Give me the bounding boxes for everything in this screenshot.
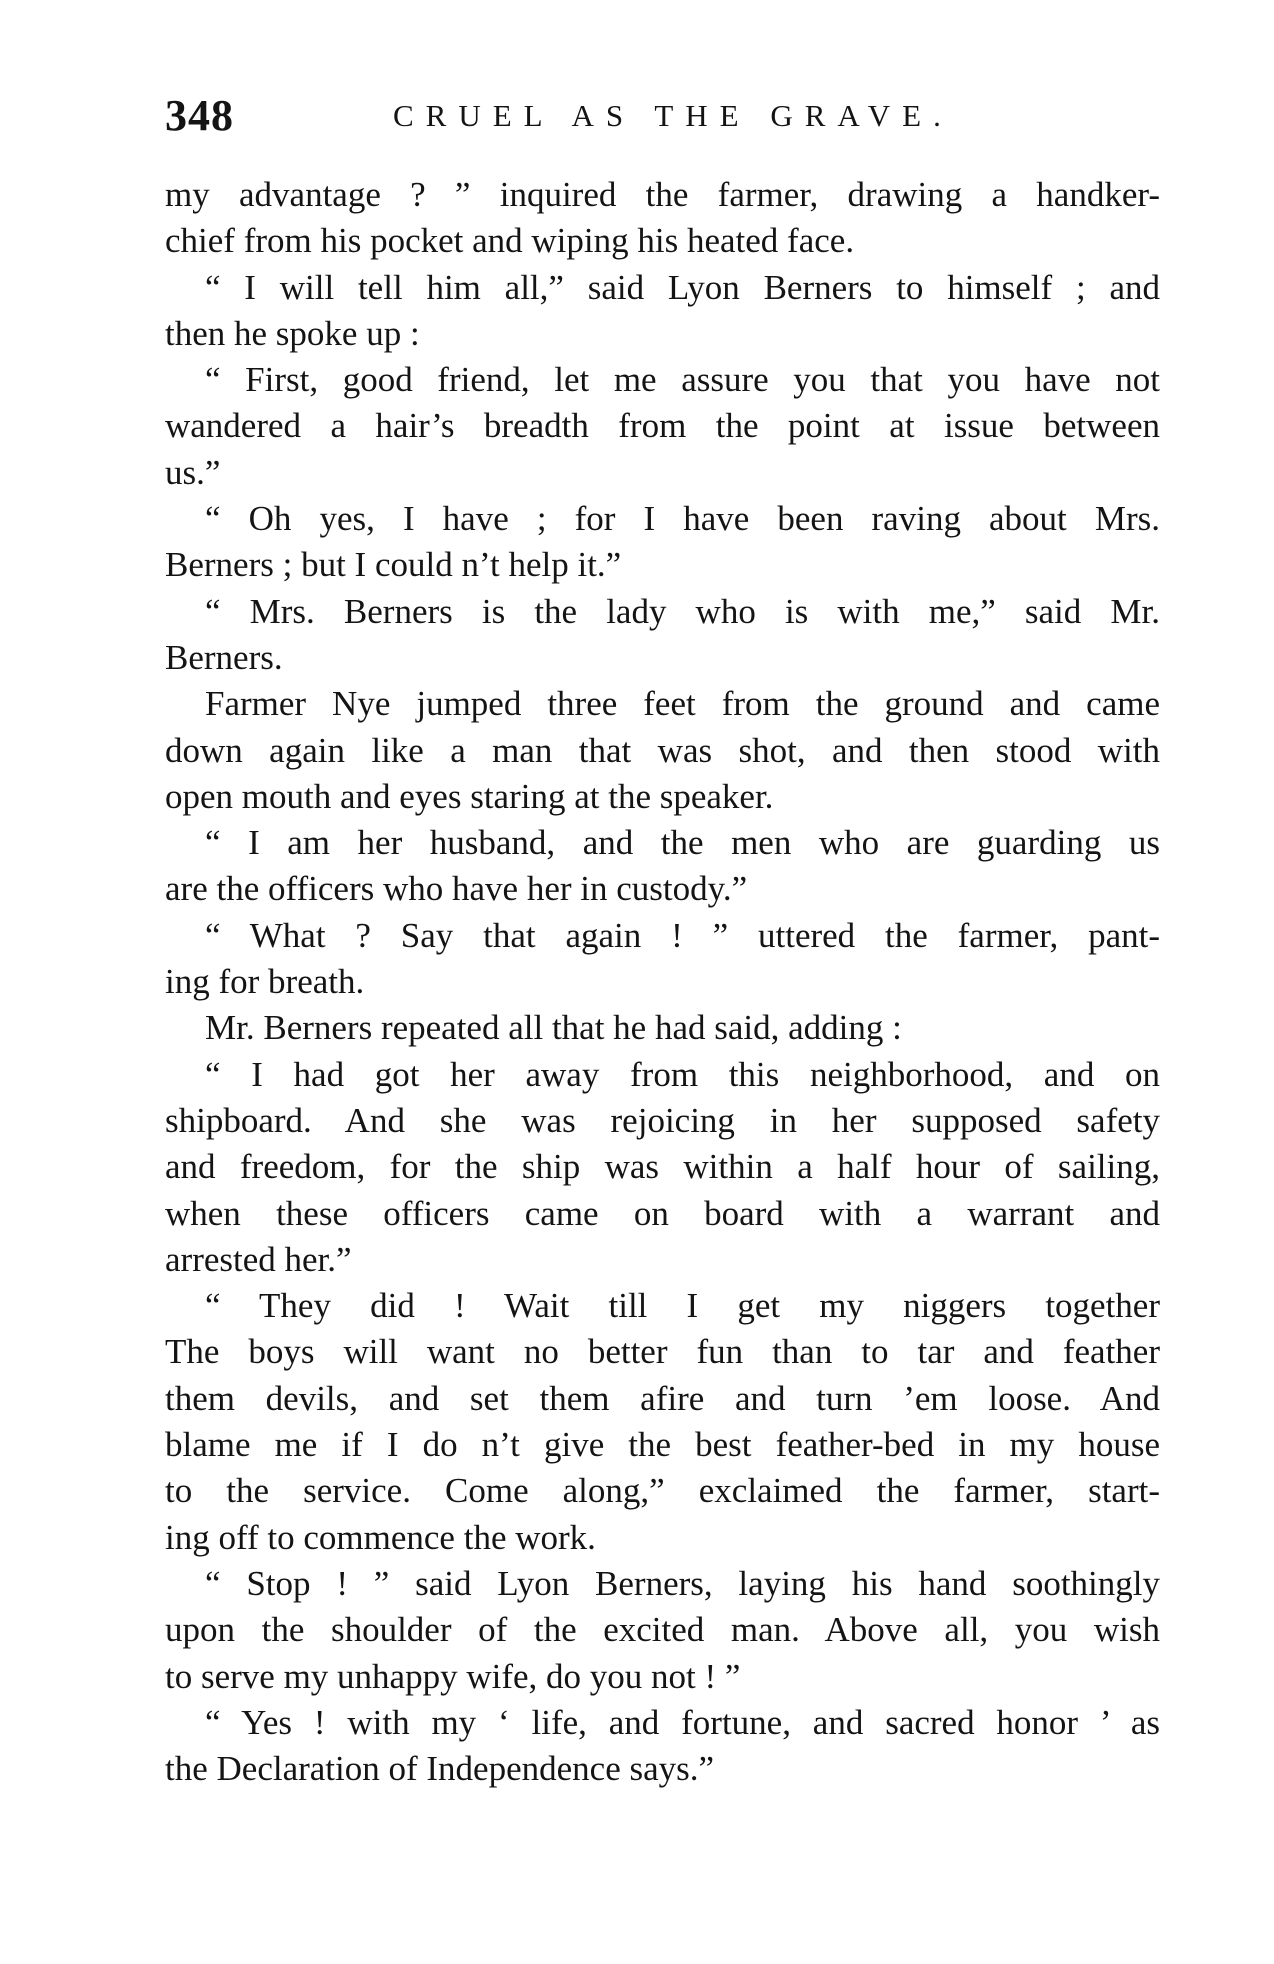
text-line: us.” bbox=[165, 452, 221, 492]
text-line: and freedom, for the ship was within a half hour of sailing, bbox=[165, 1147, 1160, 1187]
text-line: are the officers who have her in custody.” bbox=[165, 869, 748, 909]
text-line: blame me if I do n’t give the best feather-bed in my house bbox=[165, 1425, 1160, 1465]
body-text bbox=[165, 172, 1160, 1792]
text-line: to the service. Come along,” exclaimed the farmer, start- bbox=[165, 1471, 1160, 1511]
text-line: “ Oh yes, I have ; for I have been raving about Mrs. bbox=[205, 499, 1160, 539]
text-line: The boys will want no better fun than to tar and feather bbox=[165, 1332, 1160, 1372]
text-line: to serve my unhappy wife, do you not ! ” bbox=[165, 1656, 741, 1696]
text-line: “ I had got her away from this neighborhood, and on bbox=[205, 1054, 1160, 1094]
text-line: “ Mrs. Berners is the lady who is with me,” said Mr. bbox=[205, 591, 1160, 631]
text-line: “ They did ! Wait till I get my niggers together bbox=[205, 1286, 1160, 1326]
running-head bbox=[165, 88, 965, 144]
text-line: “ First, good friend, let me assure you that you have not bbox=[205, 360, 1160, 400]
text-line: “ What ? Say that again ! ” uttered the farmer, pant- bbox=[205, 915, 1160, 955]
text-line: Farmer Nye jumped three feet from the ground and came bbox=[205, 684, 1160, 724]
text-line: my advantage ? ” inquired the farmer, drawing a handker- bbox=[165, 175, 1160, 214]
text-line: arrested her.” bbox=[165, 1239, 352, 1279]
text-line: wandered a hair’s breadth from the point at issue between bbox=[165, 406, 1160, 446]
text-line: shipboard. And she was rejoicing in her supposed safety bbox=[165, 1100, 1160, 1140]
text-line: ing for breath. bbox=[165, 962, 365, 1002]
text-line: chief from his pocket and wiping his heated face. bbox=[165, 221, 855, 261]
text-line: Berners. bbox=[165, 637, 283, 677]
text-line: them devils, and set them afire and turn ’em loose. And bbox=[165, 1378, 1160, 1418]
text-line: “ Stop ! ” said Lyon Berners, laying his hand soothingly bbox=[205, 1563, 1160, 1603]
text-line: down again like a man that was shot, and then stood with bbox=[165, 730, 1160, 770]
text-line: then he spoke up : bbox=[165, 313, 420, 353]
text-line: “ I will tell him all,” said Lyon Berners to himself ; and bbox=[205, 267, 1160, 307]
text-line: upon the shoulder of the excited man. Above all, you wish bbox=[165, 1610, 1160, 1650]
page-number: 348 bbox=[165, 91, 234, 140]
text-line: when these officers came on board with a warrant and bbox=[165, 1193, 1160, 1233]
text-line: “ I am her husband, and the men who are guarding us bbox=[205, 823, 1160, 863]
text-line: the Declaration of Independence says.” bbox=[165, 1749, 715, 1789]
text-line: ing off to commence the work. bbox=[165, 1517, 596, 1557]
text-line: Mr. Berners repeated all that he had said, adding : bbox=[205, 1008, 902, 1048]
running-title: CRUEL AS THE GRAVE. bbox=[393, 98, 953, 133]
text-line: Berners ; but I could n’t help it.” bbox=[165, 545, 622, 585]
text-line: open mouth and eyes staring at the speaker. bbox=[165, 776, 774, 816]
text-line: “ Yes ! with my ‘ life, and fortune, and sacred honor ’ as bbox=[205, 1702, 1160, 1742]
